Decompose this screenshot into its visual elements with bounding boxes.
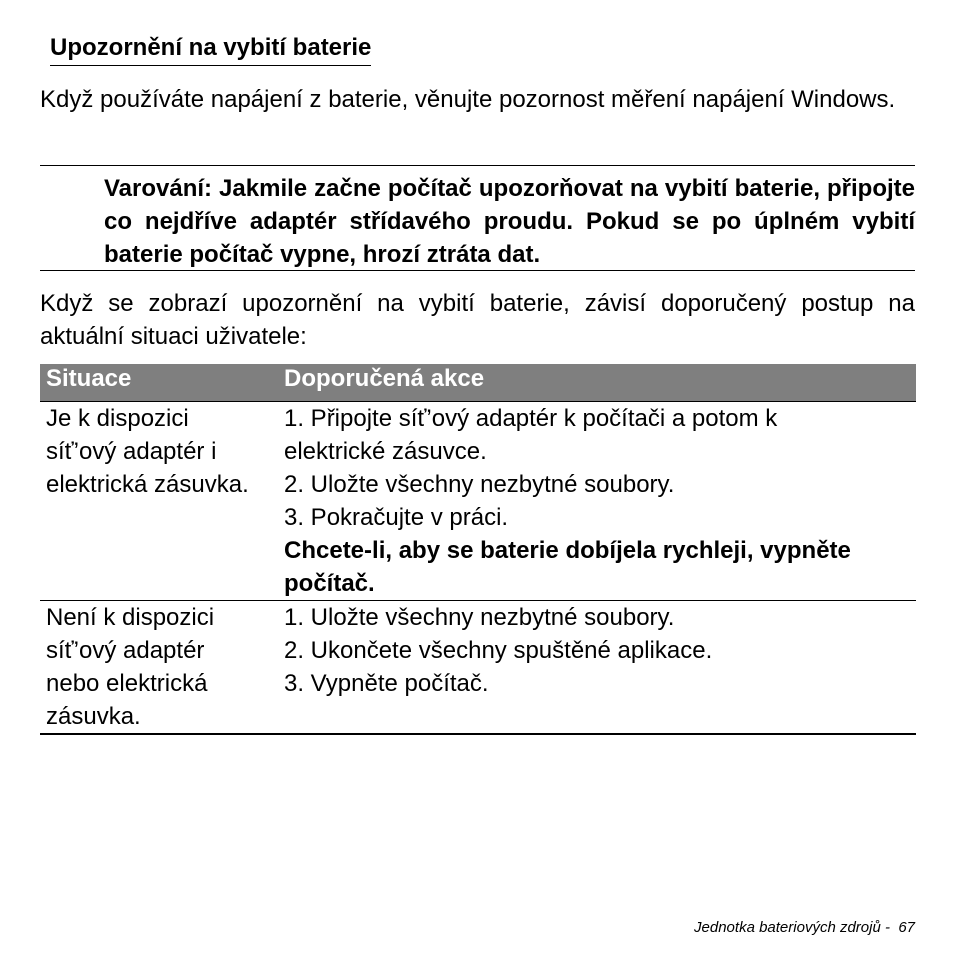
action-cell: [279, 601, 916, 733]
column-header-action: Doporučená akce: [284, 365, 485, 392]
action-line: 3. Vypněte počítač.: [284, 670, 489, 697]
page-footer: [694, 919, 915, 937]
table-header: [40, 364, 916, 402]
action-line: 1. Připojte síť’ový adaptér k počítači a potom k: [284, 405, 778, 432]
situation-line: Je k dispozici: [46, 405, 189, 432]
situation-line: nebo elektrická: [46, 670, 208, 697]
action-note: Chcete-li, aby se baterie dobíjela rychleji, vypněte počítač.: [284, 537, 851, 597]
action-line: 2. Uložte všechny nezbytné soubory.: [284, 471, 675, 498]
warning-text: Varování: Jakmile začne počítač upozorňovat na vybití baterie, připojte co nejdříve adaptér střídavého proudu. Pokud se po úplném vybití baterie počítač vypne, hrozí ztráta dat.: [104, 175, 915, 268]
column-header-situation: Situace: [46, 365, 132, 392]
recommendation-table: [40, 364, 916, 735]
situation-line: síť’ový adaptér: [46, 637, 205, 664]
table-row: [40, 601, 916, 735]
situation-cell: [40, 402, 279, 600]
footer-section-title: Jednotka bateriových zdrojů -: [694, 919, 890, 936]
table-row: [40, 402, 916, 601]
intro-paragraph: Když používáte napájení z baterie, věnujte pozornost měření napájení Windows.: [40, 86, 896, 113]
section-heading: Upozornění na vybití baterie: [50, 33, 371, 66]
situation-cell: [40, 601, 279, 733]
situation-line: Není k dispozici: [46, 604, 215, 631]
situation-line: síť’ový adaptér i: [46, 438, 217, 465]
situation-line: elektrická zásuvka.: [46, 471, 249, 498]
page-number: 67: [898, 919, 915, 936]
action-line: 2. Ukončete všechny spuštěné aplikace.: [284, 637, 713, 664]
action-line: 1. Uložte všechny nezbytné soubory.: [284, 604, 675, 631]
situation-line: zásuvka.: [46, 703, 141, 730]
action-line: 3. Pokračujte v práci.: [284, 504, 509, 531]
action-cell: [279, 402, 916, 600]
situation-paragraph: Když se zobrazí upozornění na vybití baterie, závisí doporučený postup na aktuální situaci uživatele:: [40, 290, 915, 350]
action-line: elektrické zásuvce.: [284, 438, 487, 465]
warning-box: [40, 165, 915, 271]
